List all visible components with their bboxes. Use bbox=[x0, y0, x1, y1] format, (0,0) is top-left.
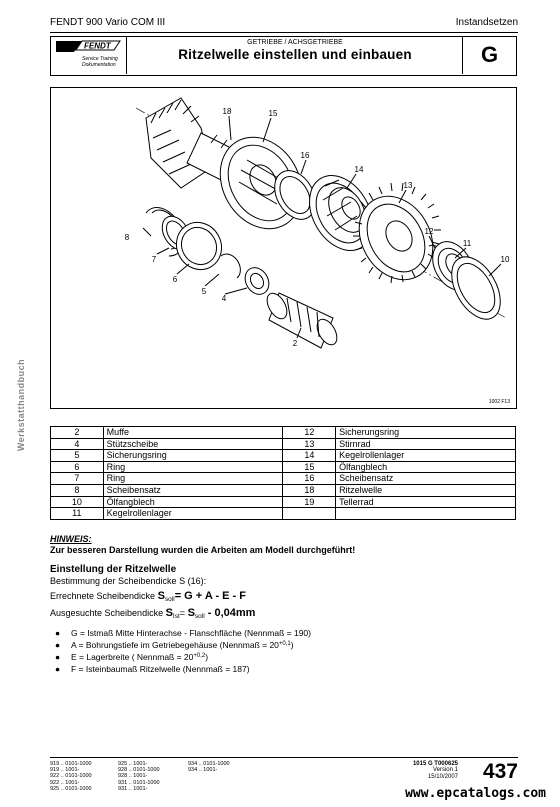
part-number: 4 bbox=[51, 438, 104, 450]
part-name: Kegelrollenlager bbox=[103, 508, 283, 520]
part-number: 6 bbox=[51, 461, 104, 473]
shim-formula: = G + A - E - F bbox=[174, 590, 246, 602]
table-row bbox=[51, 473, 516, 485]
figure-code: 1002 F13 bbox=[488, 399, 510, 405]
part-name: Ölfangblech bbox=[336, 461, 516, 473]
footer-divider bbox=[50, 757, 518, 758]
callout-15: 15 bbox=[268, 109, 278, 118]
serial-range: 928 .. 0101-1000 bbox=[118, 767, 160, 774]
page-number: 437 bbox=[482, 760, 518, 783]
page-title: Ritzelwelle einstellen und einbauen bbox=[178, 47, 412, 62]
part-name: Ölfangblech bbox=[103, 496, 283, 508]
bullet-text: E = Lagerbreite ( Nennmaß = 20 bbox=[71, 652, 194, 662]
category-label: GETRIEBE / ACHSGETRIEBE bbox=[247, 39, 343, 46]
note-title: HINWEIS: bbox=[50, 534, 92, 544]
callout-6: 6 bbox=[172, 275, 178, 284]
part-name: Ritzelwelle bbox=[336, 484, 516, 496]
bullet-tail: ) bbox=[290, 640, 294, 650]
serial-range: 925 .. 0101-1000 bbox=[50, 785, 92, 792]
callout-8: 8 bbox=[124, 233, 130, 242]
document-info bbox=[368, 761, 458, 780]
table-row bbox=[51, 461, 516, 473]
exploded-view-figure bbox=[50, 87, 517, 409]
exploded-view-drawing bbox=[51, 88, 516, 408]
serial-range: 931 .. 0101-1000 bbox=[118, 779, 160, 786]
part-name: Sicherungsring bbox=[103, 450, 283, 462]
callout-16: 16 bbox=[300, 151, 310, 160]
serial-range: 931 .. 1001- bbox=[118, 785, 148, 792]
serial-range: 928 .. 1001- bbox=[118, 773, 148, 780]
document-version: Version 1 bbox=[432, 767, 458, 774]
part-name: Kegelrollenlager bbox=[336, 450, 516, 462]
bullet-item bbox=[55, 628, 311, 638]
equals-sign: = bbox=[179, 608, 188, 618]
subscript-ist: Ist bbox=[172, 613, 180, 620]
symbol-s-soll: S bbox=[187, 607, 195, 619]
serial-range: 922 .. 1001- bbox=[50, 779, 80, 786]
svg-text:Dokumentation: Dokumentation bbox=[82, 62, 116, 68]
callout-4: 4 bbox=[221, 294, 227, 303]
watermark: www.epcatalogs.com bbox=[405, 786, 546, 801]
serial-range: 934 .. 0101-1000 bbox=[188, 761, 230, 767]
bullet-text: A = Bohrungstiefe im Getriebegehäuse (Nennmaß = 20 bbox=[71, 640, 279, 650]
section-title: Einstellung der Ritzelwelle bbox=[50, 564, 177, 575]
sidebar-label bbox=[6, 330, 30, 490]
part-name: Scheibensatz bbox=[336, 473, 516, 485]
part-number: 8 bbox=[51, 484, 104, 496]
serial-range: 919 .. 1001- bbox=[50, 767, 80, 774]
logo-divider bbox=[126, 36, 127, 74]
callout-7: 7 bbox=[151, 255, 157, 264]
table-row bbox=[51, 508, 516, 520]
callout-18: 18 bbox=[222, 107, 232, 116]
part-name: Ring bbox=[103, 473, 283, 485]
bullet-icon: ● bbox=[55, 652, 61, 662]
selected-shim-line bbox=[50, 607, 255, 620]
bullet-item bbox=[55, 664, 250, 674]
serial-range: 922 .. 0101-1000 bbox=[50, 773, 92, 780]
part-number bbox=[283, 508, 336, 520]
symbol-s: S bbox=[157, 590, 165, 602]
manual-model-title: FENDT 900 Vario COM III bbox=[50, 17, 166, 28]
table-row bbox=[51, 484, 516, 496]
subscript-soll: soll bbox=[164, 596, 175, 603]
bullet-item bbox=[55, 652, 208, 662]
header-divider bbox=[50, 32, 518, 33]
note-text: Zur besseren Darstellung wurden die Arbeiten am Modell durchgeführt! bbox=[50, 545, 356, 555]
part-number: 15 bbox=[283, 461, 336, 473]
chapter-letter: G bbox=[480, 42, 499, 67]
part-number: 5 bbox=[51, 450, 104, 462]
part-number: 18 bbox=[283, 484, 336, 496]
part-name: Muffe bbox=[103, 427, 283, 439]
symbol-s-ist: S bbox=[165, 607, 173, 619]
bullet-superscript: +0,2 bbox=[193, 653, 206, 659]
callout-14: 14 bbox=[354, 165, 364, 174]
calculated-shim-label: Errechnete Scheibendicke bbox=[50, 591, 158, 601]
part-number: 10 bbox=[51, 496, 104, 508]
shim-determination-line: Bestimmung der Scheibendicke S (16): bbox=[50, 576, 207, 586]
part-name: Sicherungsring bbox=[336, 427, 516, 439]
part-number: 19 bbox=[283, 496, 336, 508]
callout-11: 11 bbox=[462, 239, 472, 248]
part-number: 13 bbox=[283, 438, 336, 450]
sidebar-label-text: Werkstatthandbuch bbox=[16, 358, 26, 452]
bullet-item bbox=[55, 640, 294, 650]
serial-range: 919 .. 0101-1000 bbox=[50, 761, 92, 767]
part-name: Ring bbox=[103, 461, 283, 473]
serial-range: 925 .. 1001- bbox=[118, 761, 148, 767]
selected-shim-label: Ausgesuchte Scheibendicke bbox=[50, 608, 166, 618]
table-row bbox=[51, 496, 516, 508]
bullet-text: F = Isteinbaumaß Ritzelwelle (Nennmaß = 187) bbox=[71, 664, 250, 674]
document-date: 15/10/2007 bbox=[427, 773, 458, 780]
bullet-text: G = Istmaß Mitte Hinterachse - Flanschfläche (Nennmaß = 190) bbox=[71, 628, 311, 638]
parts-table bbox=[50, 426, 516, 520]
fendt-logo bbox=[52, 38, 124, 72]
serial-range: 934 .. 1001- bbox=[188, 767, 218, 774]
serial-range-col-2 bbox=[118, 761, 160, 792]
callout-2: 2 bbox=[292, 339, 298, 348]
callout-13: 13 bbox=[403, 181, 413, 190]
part-name: Stützscheibe bbox=[103, 438, 283, 450]
part-name: Tellerrad bbox=[336, 496, 516, 508]
part-number: 12 bbox=[283, 427, 336, 439]
bullet-tail: ) bbox=[205, 652, 209, 662]
part-number: 14 bbox=[283, 450, 336, 462]
part-number: 11 bbox=[51, 508, 104, 520]
calculated-shim-line bbox=[50, 590, 246, 603]
document-number: 1015 G T000625 bbox=[412, 761, 458, 767]
table-row bbox=[51, 438, 516, 450]
part-name bbox=[336, 508, 516, 520]
bullet-icon: ● bbox=[55, 664, 61, 674]
bullet-superscript: +0,1 bbox=[278, 641, 291, 647]
part-name: Stirnrad bbox=[336, 438, 516, 450]
part-number: 2 bbox=[51, 427, 104, 439]
serial-range-col-3 bbox=[188, 761, 230, 773]
table-row bbox=[51, 450, 516, 462]
subscript-soll-2: soll bbox=[194, 613, 205, 620]
table-row bbox=[51, 427, 516, 439]
callout-10: 10 bbox=[500, 255, 510, 264]
serial-range-col-1 bbox=[50, 761, 92, 792]
section-label: Instandsetzen bbox=[455, 17, 518, 28]
callout-5: 5 bbox=[201, 287, 207, 296]
bullet-icon: ● bbox=[55, 628, 61, 638]
part-name: Scheibensatz bbox=[103, 484, 283, 496]
part-number: 7 bbox=[51, 473, 104, 485]
callout-12: 12 bbox=[424, 227, 434, 236]
svg-text:Service Training: Service Training bbox=[82, 56, 118, 62]
part-number: 16 bbox=[283, 473, 336, 485]
bullet-icon: ● bbox=[55, 640, 61, 650]
svg-text:FENDT: FENDT bbox=[84, 41, 111, 51]
tolerance-value: - 0,04mm bbox=[204, 607, 256, 619]
